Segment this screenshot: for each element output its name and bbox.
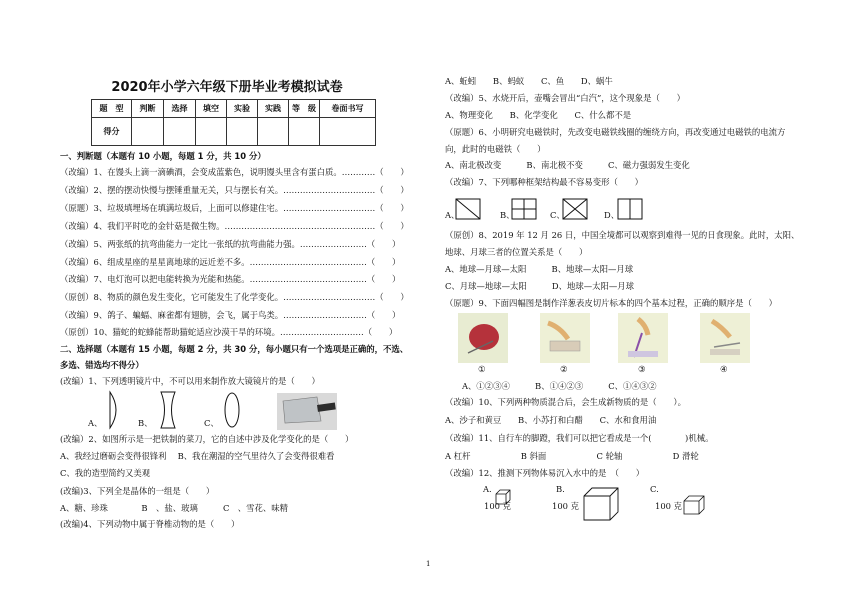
frame-diagonal-figure xyxy=(455,198,481,220)
question-11: （改编）11、自行车的脚蹬，我们可以把它看成是一个( )机械。 xyxy=(445,433,714,443)
q1-option-b: B、 xyxy=(138,418,153,428)
score-cell xyxy=(196,118,227,146)
judge-item: （改编）7、电灯泡可以把电能转换为光能和热能。……………………………………（ ） xyxy=(60,274,401,284)
score-cell xyxy=(164,118,196,146)
score-cell xyxy=(258,118,289,146)
onion-step-4-photo xyxy=(700,313,750,363)
question-9: （原题）9、下面四幅图是制作洋葱表皮切片标本的四个基本过程，正确的顺序是（ ） xyxy=(445,298,777,308)
judge-item: （改编）5、两张纸的抗弯曲能力一定比一张纸的抗弯曲能力强。……………………（ ） xyxy=(60,239,401,249)
frame-cross-figure xyxy=(562,198,588,220)
score-header: 选择 xyxy=(164,100,196,118)
score-cell xyxy=(227,118,258,146)
question-6-options: A、南北极改变 B、南北极不变 C、磁力强弱发生变化 xyxy=(445,160,690,170)
question-2: (改编）2、如图所示是一把铁制的菜刀，它的自述中涉及化学变化的是（ ） xyxy=(60,434,354,444)
score-table xyxy=(91,99,376,146)
question-8: （原创）8、2019 年 12 月 26 日，中国全境都可以观察到难得一见的日食现象。此时，太阳、 xyxy=(445,230,800,240)
score-header: 判断 xyxy=(132,100,164,118)
question-6: （原题）6、小明研究电磁铁时，先改变电磁铁线圈的缠绕方向，再改变通过电磁铁的电流方 xyxy=(445,127,786,137)
q7-option-a: A、 xyxy=(445,210,460,220)
question-3: (改编)3、下列全是晶体的一组是（ ） xyxy=(60,486,215,496)
frame-grid-figure xyxy=(511,198,537,220)
question-8-cont: 地球、月球三者的位置关系是（ ） xyxy=(445,247,588,257)
judge-item: （改编）6、组成星座的星星离地球的远近差不多。……………………………………（ ） xyxy=(60,257,401,267)
q9-label-2: ② xyxy=(560,364,568,374)
q12-option-c: C. xyxy=(650,484,659,494)
score-cell xyxy=(320,118,376,146)
question-10: （改编）10、下列两种物质混合后，会生成新物质的是（ ）。 xyxy=(445,397,686,407)
q12-mass-a: 100 克 xyxy=(484,501,512,511)
question-4: (改编)4、下列动物中属于脊椎动物的是（ ） xyxy=(60,519,240,529)
question-4-options: A、蚯蚓 B、蚂蚁 C、鱼 D、蜗牛 xyxy=(445,76,613,86)
score-header: 实践 xyxy=(258,100,289,118)
question-6-cont: 向，此时的电磁铁（ ） xyxy=(445,144,546,154)
score-header: 卷面书写 xyxy=(320,100,376,118)
large-cube-figure xyxy=(582,486,620,522)
q12-mass-c: 100 克 xyxy=(655,501,683,511)
q7-option-c: C、 xyxy=(550,210,565,220)
q9-label-4: ④ xyxy=(720,364,728,374)
onion-step-2-photo xyxy=(540,313,590,363)
score-cell xyxy=(289,118,320,146)
frame-vertical-figure xyxy=(617,198,643,220)
page-number: 1 xyxy=(426,560,431,568)
judge-item: （原创）10、猫蛇的蛇蜂能帮助猫蛇适应沙漠干旱的环境。…………………………（ ） xyxy=(60,327,398,337)
score-header: 实验 xyxy=(227,100,258,118)
question-9-options: A、①②③④ B、①④②③ C、①④③② xyxy=(462,381,657,391)
q7-option-b: B、 xyxy=(500,210,515,220)
plano-convex-lens-figure xyxy=(104,390,124,430)
question-8-options-cd: C、月球—地球—太阳 D、地球—太阳—月球 xyxy=(445,281,634,291)
question-2-option-c: C、我的造型简约又美观 xyxy=(60,468,151,478)
q12-option-b: B. xyxy=(556,484,565,494)
score-header: 填空 xyxy=(196,100,227,118)
exam-title: 2020年小学六年级下册毕业考模拟试卷 xyxy=(111,80,343,95)
question-12: （改编）12、推测下列物体易沉入水中的是 （ ） xyxy=(445,468,645,478)
question-2-options-ab: A、我经过磨砺会变得很锋利 B、我在潮湿的空气里待久了会变得很难看 xyxy=(60,451,335,461)
judge-item: （改编）2、摆的摆动快慢与摆锤重量无关，只与摆长有关。……………………………（ ） xyxy=(60,185,409,195)
judge-item: （改编）9、鸽子、蝙蝠、麻雀都有翅膀，会飞，属于鸟类。…………………………（ ） xyxy=(60,310,401,320)
q1-option-c: C、 xyxy=(204,418,219,428)
judge-item: （原创）8、物质的颜色发生变化，它可能发生了化学变化。……………………………（ ） xyxy=(60,292,409,302)
judge-item: （改编）1、在馒头上滴一滴碘酒，会变成蓝紫色，说明馒头里含有蛋白质。…………（ ） xyxy=(60,167,409,177)
onion-step-1-photo xyxy=(458,313,508,363)
question-5-options: A、物理变化 B、化学变化 C、什么都不是 xyxy=(445,110,632,120)
score-cell xyxy=(132,118,164,146)
question-11-options: A 杠杆 B 斜面 C 轮轴 D 滑轮 xyxy=(445,451,699,461)
q9-label-3: ③ xyxy=(638,364,646,374)
section1-heading: 一、判断题（本题有 10 小题，每题 1 分，共 10 分） xyxy=(60,151,266,161)
question-8-options-ab: A、地球—月球—太阳 B、地球—太阳—月球 xyxy=(445,264,634,274)
convex-lens-figure xyxy=(222,390,242,430)
q12-mass-b: 100 克 xyxy=(552,501,580,511)
question-1: (改编）1、下列透明镜片中，不可以用来制作放大镜镜片的是（ ） xyxy=(60,376,320,386)
score-row-label: 得分 xyxy=(92,118,132,146)
judge-item: （原题）3、垃圾填埋场在填满垃圾后，上面可以修建住宅。……………………………（ ） xyxy=(60,203,409,213)
score-header: 题 型 xyxy=(92,100,132,118)
question-7: （改编）7、下列哪种框架结构最不容易变形（ ） xyxy=(445,177,643,187)
concave-lens-figure xyxy=(158,390,178,430)
q1-option-a: A、 xyxy=(88,418,103,428)
section2-heading-cont: 多选、错选均不得分） xyxy=(60,360,144,370)
question-10-options: A、沙子和黄豆 B、小苏打和白醋 C、水和食用油 xyxy=(445,415,657,425)
medium-cube-figure xyxy=(682,494,706,516)
judge-item: （改编）4、我们平时吃的金针菇是微生物。………………………………………………（ ） xyxy=(60,221,409,231)
onion-step-3-photo xyxy=(618,313,668,363)
section2-heading: 二、选择题（本题有 15 小题，每题 2 分，共 30 分，每小题只有一个选项是正确的，不选、 xyxy=(60,344,409,354)
kitchen-knife-photo xyxy=(277,393,337,430)
score-header: 等 级 xyxy=(289,100,320,118)
q12-option-a: A. xyxy=(483,484,492,494)
q7-option-d: D、 xyxy=(604,210,620,220)
question-3-options: A、糖、珍珠 B 、盐、玻璃 C 、雪花、味精 xyxy=(60,503,288,513)
question-5: （改编）5、水烧开后，壶嘴会冒出“白汽”，这个现象是（ ） xyxy=(445,93,686,103)
q9-label-1: ① xyxy=(478,364,486,374)
